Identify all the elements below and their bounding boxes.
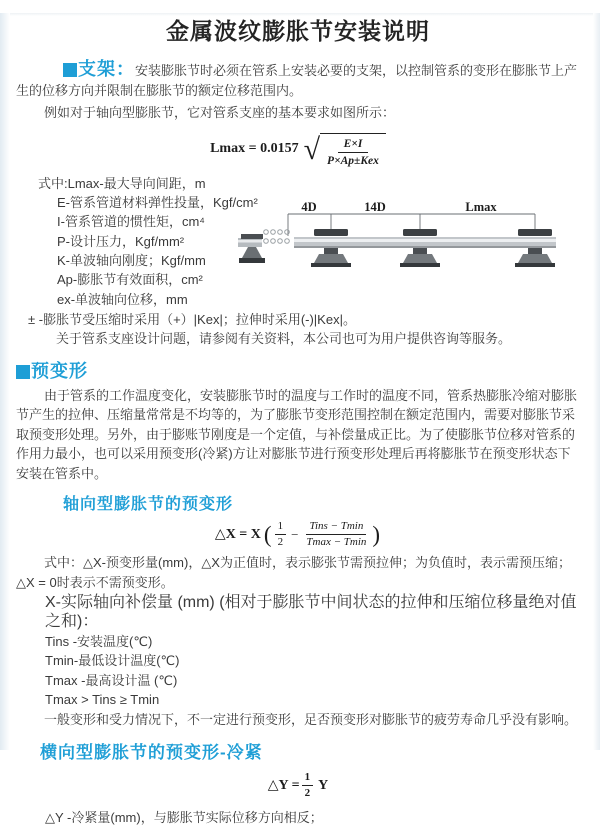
support-intro-text: 安装膨胀节时必须在管系上安装必要的支架，以控制管系的变形在膨胀节上产生的位移方向并限制在膨胀节的额定位移范围内。 bbox=[16, 63, 578, 98]
close-paren: ) bbox=[372, 522, 381, 548]
document-body bbox=[0, 13, 600, 826]
lmax-fraction bbox=[320, 137, 386, 169]
lmax-fraction-denominator: P×Ap±Kex bbox=[327, 154, 379, 167]
radical-body bbox=[320, 133, 386, 169]
anchor-support bbox=[238, 234, 265, 263]
diagram-label-lmax: Lmax bbox=[465, 200, 497, 214]
axial-subsection-heading: 轴向型膨胀节的预变形 bbox=[63, 496, 234, 514]
definition-item: I-管系管道的惯性矩，cm⁴ bbox=[57, 214, 205, 230]
definition-where: 式中:Lmax-最大导向间距，m bbox=[38, 175, 206, 191]
definition-item: E-管系管道材料弹性投量，Kgf/cm² bbox=[57, 195, 258, 211]
half-fraction bbox=[275, 520, 287, 550]
half-numerator: 1 bbox=[302, 771, 314, 786]
lmax-formula bbox=[16, 130, 580, 169]
definition-item: P-设计压力，Kgf/mm² bbox=[57, 233, 185, 249]
diagram-label-4d: 4D bbox=[301, 200, 317, 214]
pipe bbox=[294, 237, 556, 248]
axial-x-note: X-实际轴向补偿量 (mm) (相对于膨胀节中间状态的拉伸和压缩位移量绝对值之和)： bbox=[45, 593, 577, 631]
pipe-support-diagram bbox=[238, 201, 588, 279]
temp-line: Tmax -最高设计温 (℃) bbox=[45, 672, 178, 688]
plusminus-note: ± -膨胀节受压缩时采用（+）|Kex|；拉伸时采用(-)|Kex|。 bbox=[28, 311, 356, 327]
section-bullet-square bbox=[63, 63, 77, 77]
predeform-section-header bbox=[16, 357, 580, 383]
lateral-subsection-heading: 横向型膨胀节的预变形-冷紧 bbox=[40, 743, 263, 763]
lmax-formula-prefix: Lmax = 0.0157 bbox=[210, 141, 299, 157]
temp-line: Tmin-最低设计温度(℃) bbox=[45, 653, 180, 669]
temperature-numerator: Tins − Tmin bbox=[306, 520, 366, 535]
half-denominator: 2 bbox=[277, 535, 284, 548]
predeform-body-text: 由于管系的工作温度变化，安装膨胀节时的温度与工作时的温度不同，管系热膨胀冷缩对膨胀节产生的拉伸、压缩量常常是不均等的，为了膨胀节变形范围控制在额定范围内，需要对膨胀节采取预变形处理。另外，由于膨账节刚度是一个定值，与补偿量成正比。为了使膨胀节位移对管系的作用力最小，也可以采用预变形(冷紧)方让对膨胀节进行预变形处理后再将膨胀节在预变形状态下安装在管系中。 bbox=[16, 387, 578, 481]
consult-note: 关于管系支座设计问题，请参阅有关资料，本公司也可为用户提供咨询等服务。 bbox=[56, 331, 512, 347]
axial-note-text: 一般变形和受力情况下，不一定进行预变形，足否预变形对膨胀节的疲劳寿命几乎没有影响。 bbox=[44, 711, 578, 727]
radical-sign: √ bbox=[303, 132, 321, 166]
support-example-text: 例如对于轴向型膨胀节，它对管系支座的基本要求如图所示： bbox=[44, 105, 396, 120]
open-paren: ( bbox=[263, 522, 272, 548]
temperature-fraction bbox=[303, 520, 369, 550]
temp-line: Tmax > Tins ≥ Tmin bbox=[45, 692, 160, 708]
half-fraction bbox=[302, 771, 314, 801]
minus-operator: − bbox=[291, 526, 299, 542]
temp-line: Tins -安装温度(℃) bbox=[45, 633, 153, 649]
axial-formula bbox=[16, 520, 580, 550]
half-numerator: 1 bbox=[275, 520, 287, 535]
lateral-formula-lhs: △Y = bbox=[267, 778, 300, 794]
page-title: 金属波纹膨胀节安装说明 bbox=[166, 18, 430, 44]
lateral-formula bbox=[16, 771, 580, 801]
lateral-note-text: △Y -冷紧量(mm)，与膨胀节实际位移方向相反； bbox=[45, 809, 323, 825]
axial-formula-lhs: △X = X bbox=[214, 527, 261, 543]
section-bullet-square bbox=[16, 365, 30, 379]
lateral-formula-rhs: Y bbox=[318, 777, 329, 793]
axial-explain-text: 式中：△X-预变形量(mm)，△X为正值时，表示膨张节需预拉伸；为负值时，表示需预压缩；△X = 0时表示不需预变形。 bbox=[16, 554, 571, 590]
definition-item: Ap-膨胀节有效面积，cm² bbox=[57, 272, 203, 288]
lmax-fraction-numerator: E×I bbox=[338, 137, 369, 153]
temperature-denominator: Tmax − Tmin bbox=[306, 535, 367, 548]
bellows-section bbox=[264, 230, 290, 244]
support-section-heading: 支架： bbox=[78, 59, 135, 79]
half-denominator: 2 bbox=[304, 786, 311, 799]
diagram-label-14d: 14D bbox=[364, 200, 386, 214]
formula-definitions-block bbox=[16, 174, 580, 349]
definition-item: K-单波轴向刚度；Kgf/mm bbox=[57, 253, 206, 269]
support-intro-paragraph bbox=[16, 59, 580, 101]
definition-item: ex-单波轴向位移，mm bbox=[57, 291, 188, 307]
predeform-section-heading: 预变形 bbox=[31, 360, 88, 381]
